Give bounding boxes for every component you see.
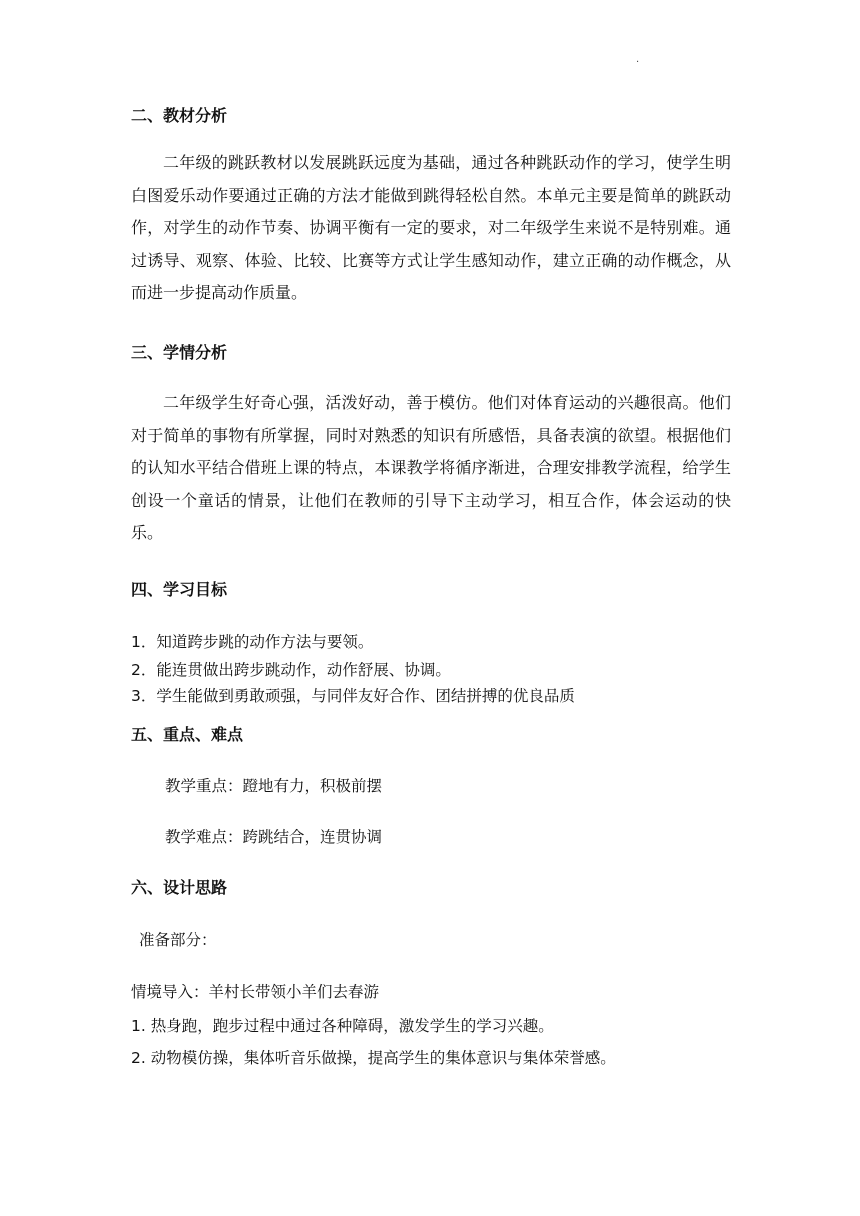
key-point-text: 教学重点：蹬地有力，积极前摆 (165, 777, 383, 795)
design-step-1: 1. 热身跑，跑步过程中通过各种障碍，激发学生的学习兴趣。 (131, 1017, 554, 1035)
section-heading-key-points: 五、重点、难点 (131, 725, 244, 744)
objective-item-3: 3．学生能做到勇敢顽强，与同伴友好合作、团结拼搏的优良品质 (131, 687, 575, 705)
section-heading-students: 三、学情分析 (131, 343, 228, 362)
objective-item-1: 1．知道跨步跳的动作方法与要领。 (131, 633, 374, 651)
design-step-2: 2. 动物模仿操，集体听音乐做操，提高学生的集体意识与集体荣誉感。 (131, 1049, 616, 1067)
difficulty-text: 教学难点：跨跳结合，连贯协调 (165, 828, 383, 846)
section-heading-objectives: 四、学习目标 (131, 580, 228, 599)
objective-item-2: 2．能连贯做出跨步跳动作，动作舒展、协调。 (131, 661, 451, 679)
paragraph-materials: 二年级的跳跃教材以发展跳跃远度为基础，通过各种跳跃动作的学习，使学生明白图爱乐动作要通过正确的方法才能做到跳得轻松自然。本单元主要是简单的跳跃动作，对学生的动作节奏、协调平衡有一定的要求，对二年级学生来说不是特别难。通过诱导、观察、体验、比较、比赛等方式让学生感知动作，建立正确的动作概念，从而进一步提高动作质量。 (131, 153, 731, 303)
section-heading-materials: 二、教材分析 (131, 106, 228, 125)
section-heading-design: 六、设计思路 (131, 878, 228, 897)
scenario-intro: 情境导入：羊村长带领小羊们去春游 (131, 983, 380, 1001)
paragraph-students: 二年级学生好奇心强，活泼好动，善于模仿。他们对体育运动的兴趣很高。他们对于简单的事物有所掌握，同时对熟悉的知识有所感悟，具备表演的欲望。根据他们的认知水平结合借班上课的特点，本课教学将循序渐进，合理安排教学流程，给学生创设一个童话的情景，让他们在教师的引导下主动学习，相互合作，体会运动的快乐。 (131, 393, 731, 543)
prep-part-label: 准备部分： (139, 931, 217, 949)
corner-mark: · (636, 57, 640, 68)
